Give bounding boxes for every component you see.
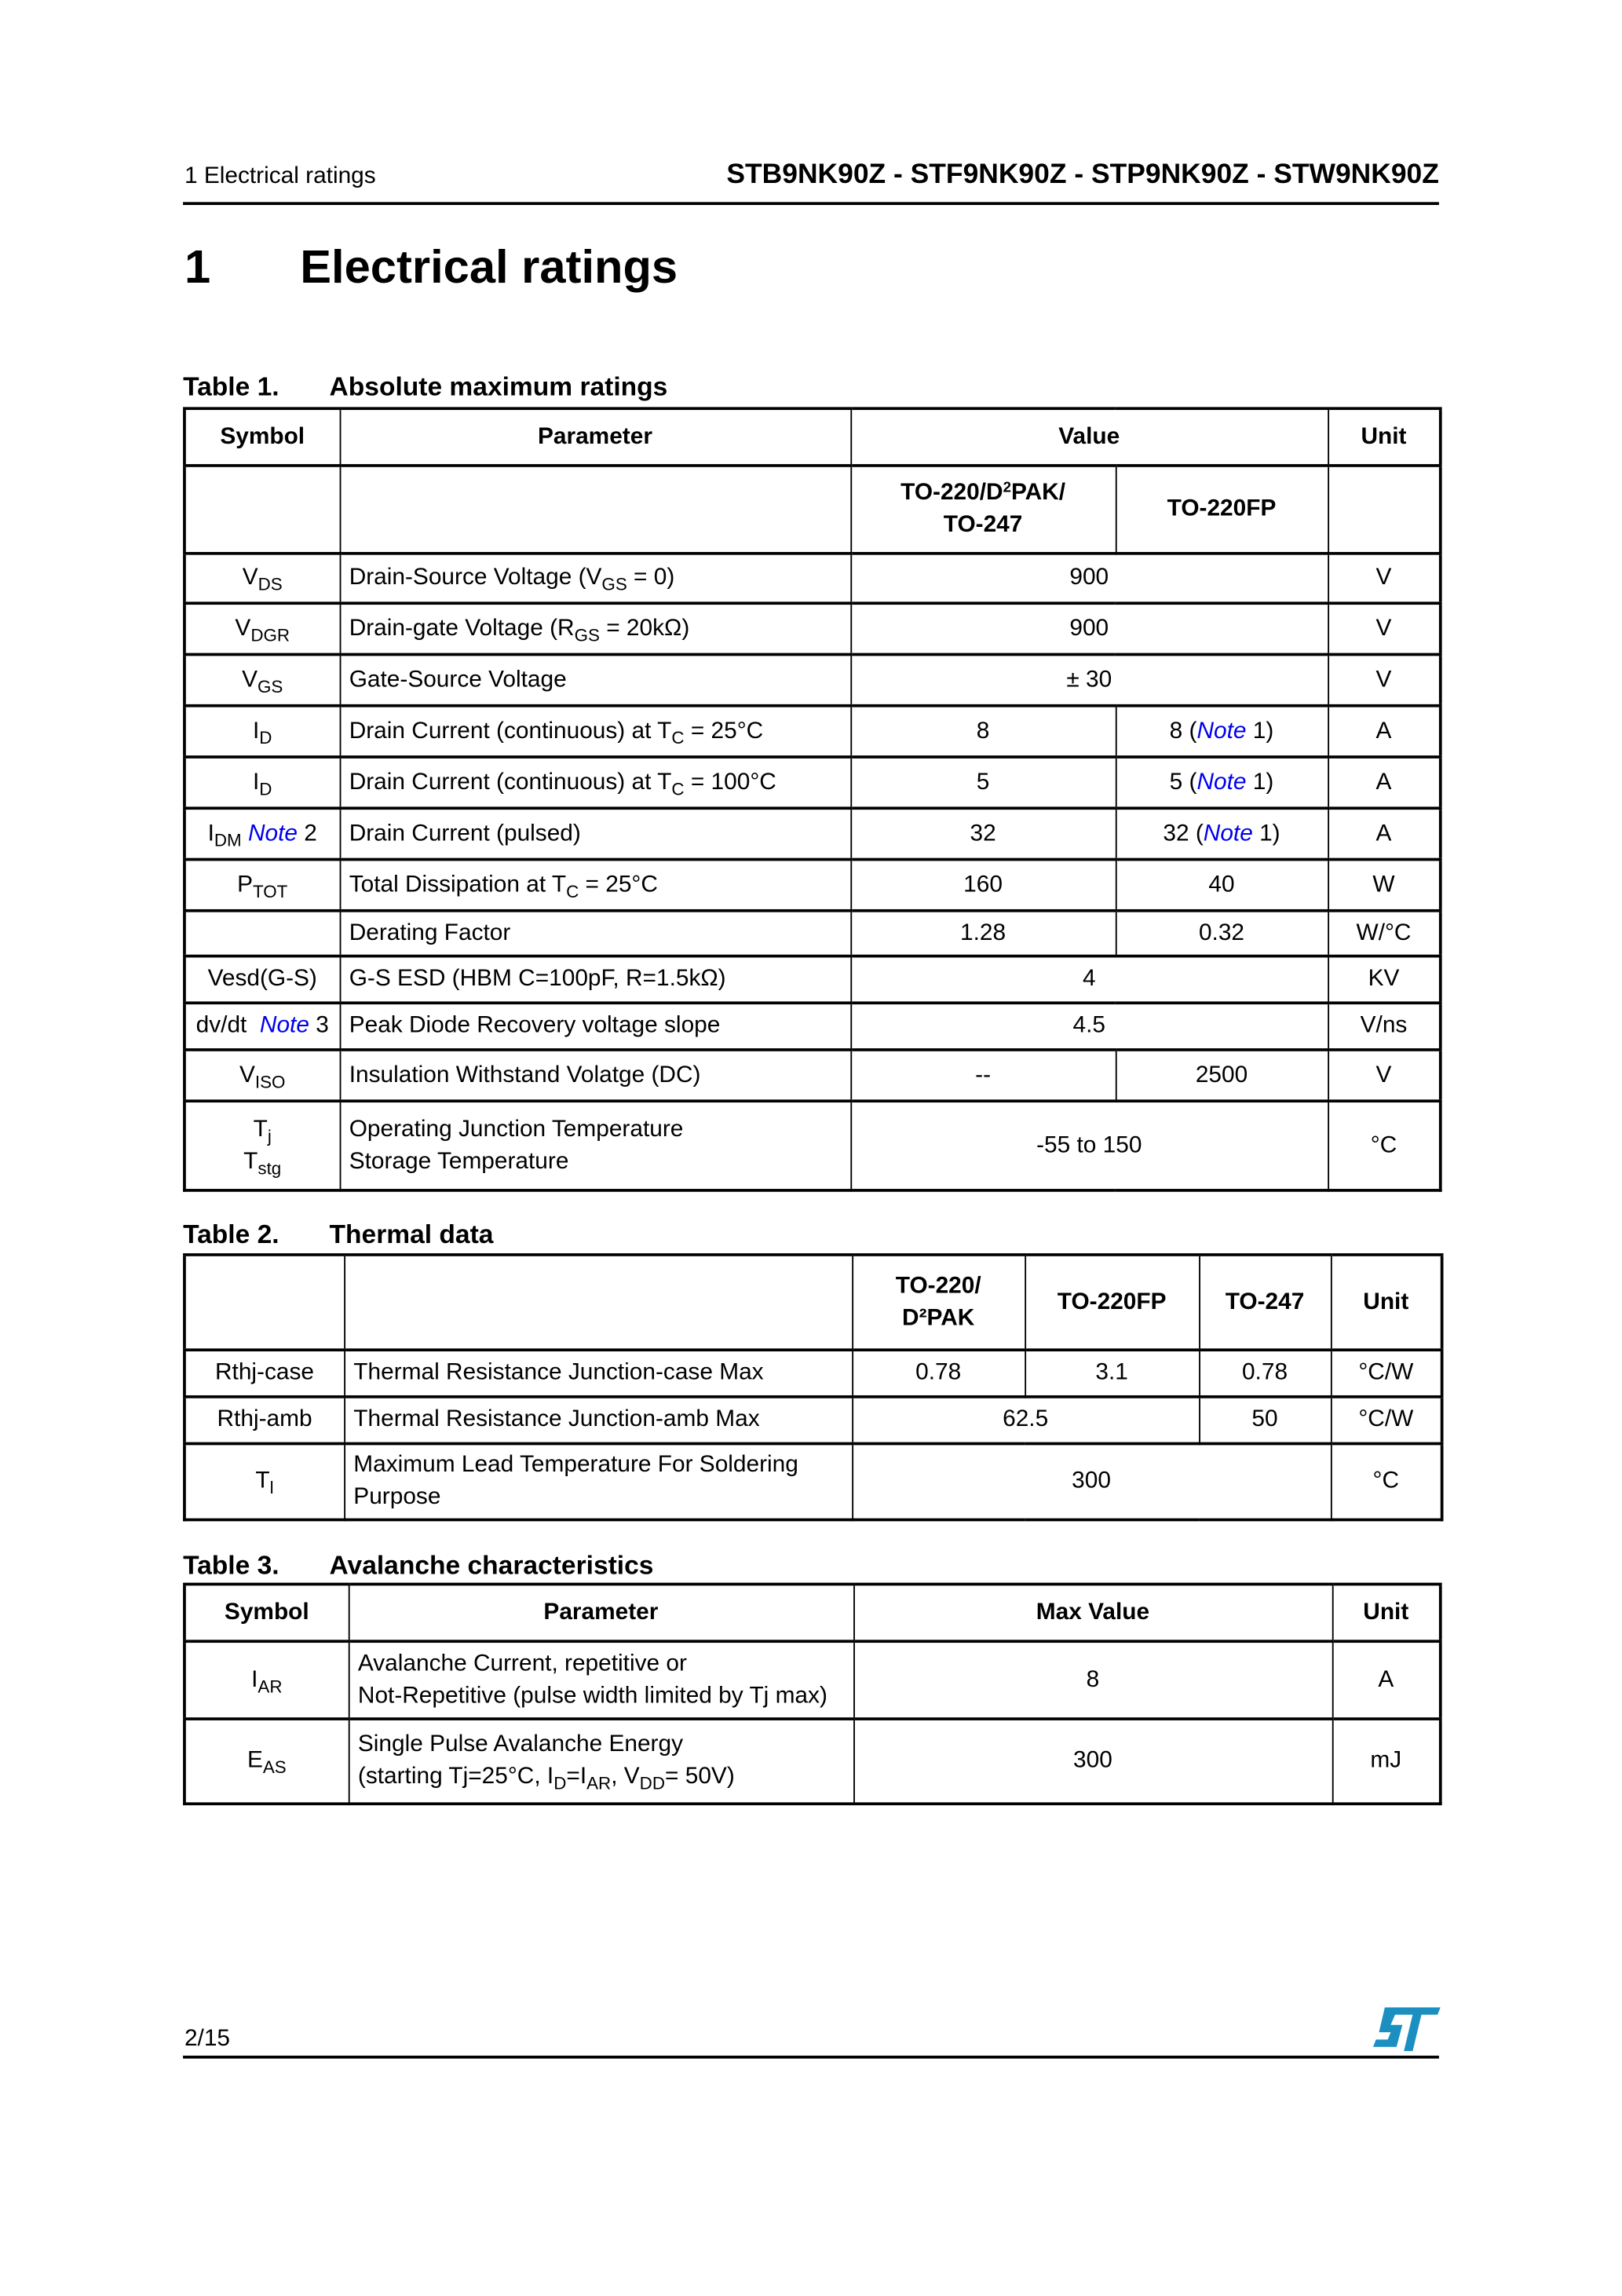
- table-title: Avalanche characteristics: [329, 1550, 654, 1580]
- subscript: ISO: [254, 1071, 286, 1092]
- table-cell: [1328, 554, 1441, 603]
- table-cell: [340, 1101, 851, 1190]
- cell-text: A: [1375, 770, 1392, 795]
- table-cell: [850, 860, 1115, 911]
- table-cell: [344, 1397, 852, 1444]
- table-header-row: [184, 1584, 1441, 1641]
- table-cell: [340, 554, 851, 603]
- cell-text: Insulation Withstand Volatge (DC): [349, 1062, 701, 1088]
- table-cell: [1199, 1397, 1331, 1444]
- cell-text: Derating Factor: [349, 920, 511, 945]
- cell-text: °C/W: [1358, 1407, 1414, 1432]
- table-label: Table 1.: [183, 371, 279, 401]
- note-link[interactable]: Note: [1196, 718, 1247, 744]
- table-cell: [850, 956, 1328, 1004]
- table-cell: [1331, 1443, 1442, 1519]
- table-cell: [1332, 1719, 1441, 1804]
- cell-text: = 25°C: [579, 872, 658, 898]
- table-cell: [1116, 911, 1328, 956]
- table-header-row: [184, 1255, 1442, 1350]
- page-number: 2/15: [184, 2026, 231, 2052]
- cell-text: 4.5: [1072, 1013, 1106, 1039]
- table-cell: [184, 654, 340, 705]
- cell-text: Symbol: [220, 424, 305, 449]
- cell-text: Drain Current (continuous) at T: [349, 770, 672, 795]
- subscript: AR: [258, 1676, 283, 1697]
- table-cell: [184, 1003, 340, 1050]
- cell-text: Gate-Source Voltage: [349, 667, 567, 693]
- cell-text: Rthj-case: [215, 1360, 315, 1386]
- table-cell: [852, 1350, 1025, 1397]
- subscript: D: [259, 727, 272, 748]
- cell-text: Max Value: [1036, 1600, 1150, 1625]
- table-cell: [340, 757, 851, 808]
- table-cell: [340, 603, 851, 654]
- table-header-cell: [349, 1584, 853, 1641]
- table-header-cell: [850, 408, 1328, 466]
- cell-text: A: [1375, 821, 1392, 846]
- table-cell: [1328, 956, 1441, 1004]
- cell-text: dv/dt: [195, 1013, 260, 1039]
- table-cell: [184, 554, 340, 603]
- subscript: GS: [601, 574, 627, 595]
- table-header-cell: [1331, 1255, 1442, 1350]
- table-cell: [852, 1443, 1331, 1519]
- table-cell: [1328, 808, 1441, 859]
- table-cell: [184, 956, 340, 1004]
- table-header-cell: [184, 408, 340, 466]
- cell-text: °C: [1372, 1468, 1400, 1494]
- cell-text: TO-220FP: [1057, 1289, 1167, 1314]
- table-cell: [184, 860, 340, 911]
- table-row: [184, 757, 1441, 808]
- cell-text: = 0): [627, 565, 675, 590]
- cell-text: 32: [970, 821, 996, 846]
- table-header-cell: [184, 1255, 344, 1350]
- cell-text: TO-220/D: [901, 481, 1003, 506]
- cell-text: TO-220FP: [1167, 496, 1277, 522]
- cell-text: 2500: [1195, 1062, 1248, 1088]
- cell-text: = 25°C: [684, 718, 764, 744]
- subscript: DD: [639, 1773, 666, 1794]
- subscript: j: [267, 1125, 272, 1146]
- table-cell: [184, 1350, 344, 1397]
- subscript: C: [671, 727, 685, 748]
- table-cell: [344, 1350, 852, 1397]
- note-link[interactable]: Note: [259, 1013, 309, 1039]
- subscript: l: [269, 1477, 274, 1498]
- table-header-cell: [1025, 1255, 1199, 1350]
- table-cell: [1328, 860, 1441, 911]
- cell-text: 160: [963, 872, 1003, 898]
- table-cell: [1116, 1050, 1328, 1101]
- cell-text: = 100°C: [684, 770, 776, 795]
- cell-text: I: [252, 718, 260, 744]
- cell-text: 32 (: [1163, 821, 1204, 846]
- cell-text: PAK/: [1010, 481, 1066, 506]
- running-header-part-numbers: STB9NK90Z - STF9NK90Z - STP9NK90Z - STW9NK90Z: [726, 159, 1439, 191]
- subscript: GS: [574, 624, 600, 645]
- table-cell: [1328, 1101, 1441, 1190]
- footer-rule: [183, 2056, 1439, 2059]
- table-cell: [850, 757, 1115, 808]
- table-cell: [850, 554, 1328, 603]
- table-cell: [1328, 706, 1441, 757]
- cell-text: T: [255, 1468, 270, 1494]
- table-cell: [340, 911, 851, 956]
- cell-text: I: [207, 821, 214, 846]
- table-1: [183, 407, 1442, 1191]
- subscript: DM: [214, 829, 242, 850]
- table-header-cell: [340, 466, 851, 554]
- table-header-cell: [184, 1584, 349, 1641]
- cell-text: 8 (: [1169, 718, 1197, 744]
- cell-text: Drain Current (continuous) at T: [349, 718, 672, 744]
- cell-text: W: [1372, 872, 1395, 898]
- table-row: [184, 1397, 1442, 1444]
- table-cell: [1328, 911, 1441, 956]
- cell-text: ± 30: [1066, 667, 1112, 693]
- cell-text: 3: [309, 1013, 329, 1039]
- cell-text: A: [1378, 1667, 1394, 1692]
- cell-text: V/ns: [1360, 1013, 1408, 1039]
- table-cell: [184, 1719, 349, 1804]
- cell-text: 1): [1246, 770, 1274, 795]
- cell-text: E: [247, 1748, 263, 1774]
- cell-text: 3.1: [1095, 1360, 1128, 1386]
- table-row: [184, 1641, 1441, 1719]
- superscript: 2: [1003, 481, 1011, 497]
- table-row: [184, 911, 1441, 956]
- cell-text: Thermal Resistance Junction-amb Max: [353, 1407, 760, 1432]
- table-row: [184, 808, 1441, 859]
- cell-text: A: [1375, 718, 1392, 744]
- cell-text: 5 (: [1169, 770, 1197, 795]
- subscript: TOT: [252, 880, 288, 902]
- cell-text: T: [253, 1117, 268, 1143]
- cell-text: W/°C: [1356, 920, 1412, 945]
- table-cell: [1328, 1050, 1441, 1101]
- cell-text: V: [1375, 565, 1392, 590]
- table-cell: [1116, 757, 1328, 808]
- subscript: D: [259, 778, 272, 799]
- table-header-row: [184, 408, 1441, 466]
- cell-text: Drain Current (pulsed): [349, 821, 581, 846]
- cell-text: TO-220/: [895, 1274, 981, 1299]
- subscript: AR: [586, 1773, 612, 1794]
- table-row: [184, 1003, 1441, 1050]
- cell-text: =I: [566, 1764, 587, 1790]
- cell-text: Parameter: [543, 1600, 659, 1625]
- subscript: D: [553, 1773, 567, 1794]
- table-header-cell: [852, 1255, 1025, 1350]
- cell-text: °C/W: [1358, 1360, 1414, 1386]
- table-row: [184, 654, 1441, 705]
- table-cell: [852, 1397, 1199, 1444]
- table-cell: [850, 654, 1328, 705]
- cell-text: 8: [976, 718, 990, 744]
- header-rule: [183, 202, 1439, 205]
- cell-text: Operating Junction Temperature: [349, 1117, 684, 1143]
- table-row: [184, 956, 1441, 1004]
- table-2: [183, 1253, 1443, 1521]
- subscript: AS: [262, 1757, 287, 1779]
- subscript: DS: [258, 574, 283, 595]
- table-row: [184, 1443, 1442, 1519]
- cell-text: 300: [1072, 1468, 1111, 1494]
- table-title: Absolute maximum ratings: [329, 371, 668, 401]
- table-caption: [183, 1551, 653, 1581]
- table-row: [184, 706, 1441, 757]
- running-header-section: 1 Electrical ratings: [184, 163, 376, 189]
- subscript: C: [566, 880, 579, 902]
- cell-text: 0.78: [1241, 1360, 1288, 1386]
- table-title: Thermal data: [329, 1219, 494, 1249]
- cell-text: 62.5: [1003, 1407, 1049, 1432]
- cell-text: Avalanche Current, repetitive or: [357, 1651, 687, 1676]
- table-cell: [340, 706, 851, 757]
- cell-text: V: [1375, 616, 1392, 642]
- cell-text: mJ: [1370, 1748, 1402, 1774]
- cell-text: 5: [976, 770, 990, 795]
- table-row: [184, 1719, 1441, 1804]
- cell-text: V: [1375, 667, 1392, 693]
- cell-text: 2: [298, 821, 317, 846]
- table-cell: [349, 1641, 853, 1719]
- table-row: [184, 1101, 1441, 1190]
- table-cell: [1199, 1350, 1331, 1397]
- cell-text: G-S ESD (HBM C=100pF, R=1.5kΩ): [349, 967, 726, 992]
- table-header-cell: [850, 466, 1115, 554]
- table-cell: [340, 860, 851, 911]
- cell-text: °C: [1370, 1132, 1397, 1158]
- subscript: DGR: [250, 624, 290, 645]
- cell-text: Unit: [1361, 424, 1407, 449]
- table-cell: [850, 1101, 1328, 1190]
- note-link[interactable]: Note: [247, 821, 298, 846]
- table-label: Table 3.: [183, 1550, 279, 1580]
- cell-text: -55 to 150: [1036, 1132, 1142, 1158]
- cell-text: Rthj-amb: [217, 1407, 312, 1432]
- subscript: stg: [258, 1157, 282, 1179]
- table-header-row: [184, 466, 1441, 554]
- table-cell: [850, 911, 1115, 956]
- table-header-cell: [344, 1255, 852, 1350]
- subscript: C: [671, 778, 685, 799]
- cell-text: Thermal Resistance Junction-case Max: [353, 1360, 764, 1386]
- table-cell: [340, 1003, 851, 1050]
- cell-text: P: [237, 872, 253, 898]
- table-cell: [184, 1101, 340, 1190]
- table-cell: [850, 706, 1115, 757]
- cell-text: 8: [1086, 1667, 1100, 1692]
- table-cell: [340, 1050, 851, 1101]
- table-row: [184, 1350, 1442, 1397]
- table-row: [184, 1050, 1441, 1101]
- table-header-cell: [184, 466, 340, 554]
- cell-text: I: [251, 1667, 258, 1692]
- cell-text: V: [235, 616, 251, 642]
- cell-text: I: [252, 770, 260, 795]
- note-link[interactable]: Note: [1196, 770, 1247, 795]
- table-cell: [184, 1443, 344, 1519]
- table-cell: [853, 1641, 1332, 1719]
- cell-text: 900: [1069, 616, 1109, 642]
- table-cell: [1116, 860, 1328, 911]
- cell-text: T: [243, 1148, 258, 1174]
- table-cell: [184, 911, 340, 956]
- section-number: 1: [184, 239, 211, 293]
- table-caption: [183, 372, 667, 403]
- cell-text: V: [242, 667, 258, 693]
- table-caption: [183, 1219, 493, 1250]
- cell-text: 1): [1252, 821, 1280, 846]
- subscript: GS: [257, 675, 283, 696]
- table-cell: [184, 706, 340, 757]
- table-cell: [184, 757, 340, 808]
- table-cell: [1116, 808, 1328, 859]
- cell-text: 0.78: [915, 1360, 962, 1386]
- cell-text: Unit: [1363, 1600, 1409, 1625]
- table-header-cell: [340, 408, 851, 466]
- cell-text: 4: [1082, 967, 1096, 992]
- table-label: Table 2.: [183, 1219, 279, 1249]
- cell-text: Drain-Source Voltage (V: [349, 565, 602, 590]
- cell-text: TO-247: [943, 512, 1023, 538]
- table-header-cell: [853, 1584, 1332, 1641]
- table-header-cell: [1328, 408, 1441, 466]
- note-link[interactable]: Note: [1203, 821, 1253, 846]
- table-header-cell: [1328, 466, 1441, 554]
- cell-text: Maximum Lead Temperature For Soldering: [353, 1453, 798, 1479]
- table-row: [184, 603, 1441, 654]
- cell-text: Symbol: [224, 1600, 309, 1625]
- cell-text: D²PAK: [902, 1305, 975, 1330]
- cell-text: Peak Diode Recovery voltage slope: [349, 1013, 721, 1039]
- table-cell: [1116, 706, 1328, 757]
- cell-text: 1): [1246, 718, 1274, 744]
- cell-text: Storage Temperature: [349, 1148, 569, 1174]
- cell-text: 0.32: [1198, 920, 1245, 945]
- table-header-cell: [1199, 1255, 1331, 1350]
- table-cell: [184, 603, 340, 654]
- table-row: [184, 860, 1441, 911]
- table-cell: [1332, 1641, 1441, 1719]
- table-cell: [340, 654, 851, 705]
- table-cell: [850, 1050, 1115, 1101]
- cell-text: Value: [1058, 424, 1120, 449]
- table-cell: [344, 1443, 852, 1519]
- cell-text: Total Dissipation at T: [349, 872, 567, 898]
- section-title: Electrical ratings: [300, 239, 678, 293]
- table-row: [184, 554, 1441, 603]
- cell-text: Purpose: [353, 1484, 441, 1510]
- table-cell: [1328, 603, 1441, 654]
- st-logo-icon: [1373, 2007, 1441, 2051]
- table-cell: [1328, 654, 1441, 705]
- table-cell: [853, 1719, 1332, 1804]
- cell-text: --: [975, 1062, 992, 1088]
- cell-text: Unit: [1363, 1289, 1409, 1314]
- cell-text: 900: [1069, 565, 1109, 590]
- cell-text: V: [1375, 1062, 1392, 1088]
- table-cell: [349, 1719, 853, 1804]
- cell-text: Vesd(G-S): [207, 967, 317, 992]
- table-cell: [184, 1397, 344, 1444]
- cell-text: Drain-gate Voltage (R: [349, 616, 575, 642]
- cell-text: = 50V): [665, 1764, 735, 1790]
- cell-text: = 20kΩ): [599, 616, 690, 642]
- cell-text: Single Pulse Avalanche Energy: [357, 1732, 683, 1758]
- table-cell: [184, 1050, 340, 1101]
- table-cell: [1025, 1350, 1199, 1397]
- cell-text: KV: [1368, 967, 1400, 992]
- table-header-cell: [1116, 466, 1328, 554]
- table-cell: [184, 1641, 349, 1719]
- table-cell: [184, 808, 340, 859]
- table-3: [183, 1583, 1442, 1805]
- table-cell: [340, 808, 851, 859]
- table-cell: [1331, 1397, 1442, 1444]
- cell-text: V: [242, 565, 258, 590]
- table-cell: [850, 808, 1115, 859]
- cell-text: V: [239, 1062, 255, 1088]
- cell-text: 50: [1251, 1407, 1278, 1432]
- cell-text: Not-Repetitive (pulse width limited by Tj max): [357, 1683, 827, 1709]
- cell-text: 40: [1208, 872, 1235, 898]
- table-cell: [850, 1003, 1328, 1050]
- table-cell: [340, 956, 851, 1004]
- cell-text: , V: [611, 1764, 640, 1790]
- cell-text: Parameter: [537, 424, 652, 449]
- cell-text: 1.28: [960, 920, 1006, 945]
- table-cell: [1331, 1350, 1442, 1397]
- cell-text: (starting Tj=25°C, I: [357, 1764, 554, 1790]
- table-cell: [1328, 1003, 1441, 1050]
- cell-text: 300: [1073, 1748, 1112, 1774]
- table-cell: [1328, 757, 1441, 808]
- cell-text: TO-247: [1225, 1289, 1305, 1314]
- table-header-cell: [1332, 1584, 1441, 1641]
- table-cell: [850, 603, 1328, 654]
